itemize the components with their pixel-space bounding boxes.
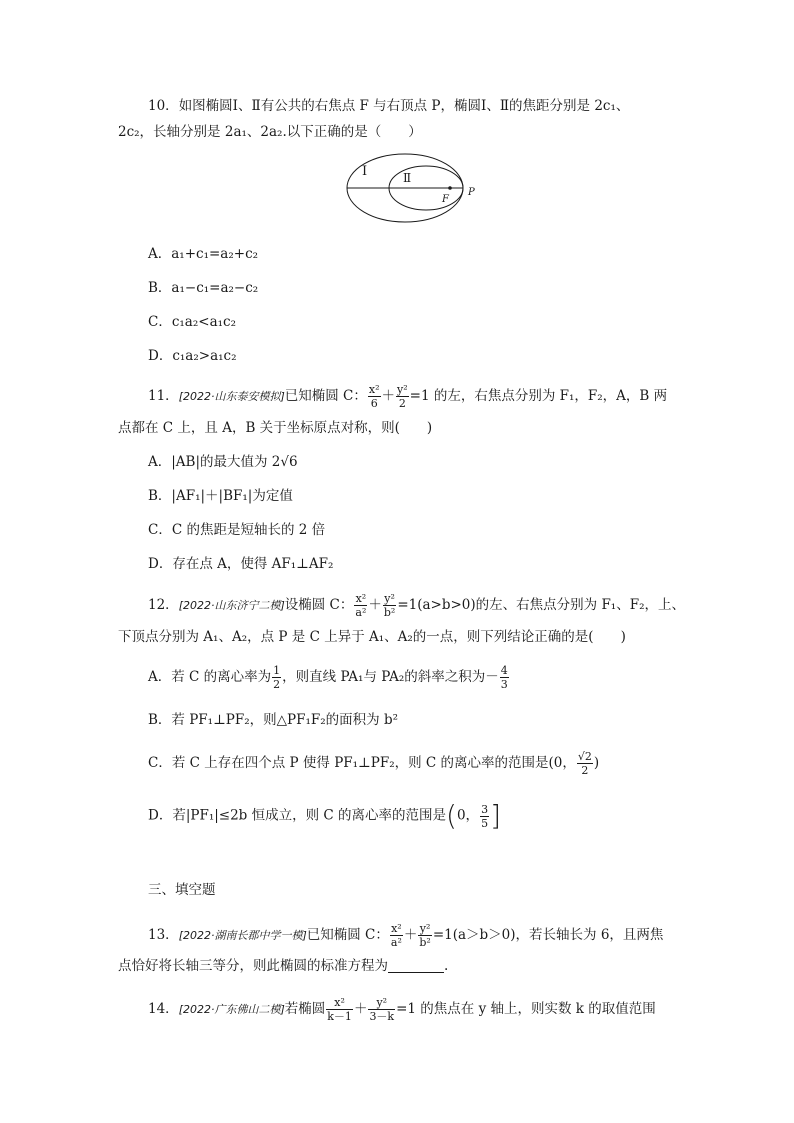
- q14-frac-x: $\frac{\text{x²}}{k-1}$: [327, 996, 352, 1023]
- q12-number: 12．: [148, 597, 179, 613]
- section-title-fill-blank: 三、填空题: [148, 882, 216, 898]
- q11-source: [2022·山东泰安模拟]: [178, 390, 285, 403]
- q11-line1: 11．[2022·山东泰安模拟]已知椭圆 C： $\frac{\text{x²}}{6}$ ＋ $\frac{\text{y²}}{2}$ =1 的左，右焦点分别为 F₁，F₂，A，B 两: [148, 383, 668, 410]
- q12-stem-b: =1(a>b>0)的左、右焦点分别为 F₁、F₂，上、: [397, 597, 685, 613]
- q11-frac-x: $\frac{\text{x²}}{6}$: [368, 383, 380, 410]
- q12-optA-frac: $\frac{1}{2}$: [273, 664, 281, 691]
- q10-option-a: A．a₁+c₁=a₂+c₂: [148, 246, 259, 262]
- q10-line1: [148, 98, 629, 114]
- q10-option-c: C．c₁a₂<a₁c₂: [148, 314, 237, 330]
- q13-frac-x: $\frac{\text{x²}}{\text{a²}}$: [390, 922, 402, 949]
- q13-stem-b: =1(a＞b＞0)，若长轴长为 6，且两焦: [432, 927, 664, 943]
- q12-source: [2022·山东济宁二模]: [178, 599, 285, 612]
- q11-option-d: D．存在点 A，使得 AF₁⊥AF₂: [148, 556, 334, 572]
- q12-option-d: D．若|PF₁|≤2b 恒成立，则 C 的离心率的范围是(0， $\frac{3}{5}$ ]: [148, 799, 501, 832]
- label-vertex-P: P: [468, 187, 475, 198]
- q12-frac-y: $\frac{\text{y²}}{\text{b²}}$: [383, 592, 396, 619]
- q11-stem-a: 已知椭圆 C：: [284, 388, 367, 404]
- q12-option-b: B．若 PF₁⊥PF₂，则△PF₁F₂的面积为 b²: [148, 712, 399, 728]
- label-ellipse-2: Ⅱ: [403, 171, 412, 185]
- q12-optD-left-paren: (: [446, 799, 457, 832]
- q13-frac-y: $\frac{\text{y²}}{\text{b²}}$: [419, 922, 431, 949]
- q13-line2: 点恰好将长轴三等分，则此椭圆的标准方程为 .: [118, 958, 449, 974]
- q11-line2: 点都在 C 上，且 A，B 关于坐标原点对称，则( ): [118, 420, 433, 436]
- label-ellipse-1: Ⅰ: [362, 164, 368, 179]
- q12-stem-a: 设椭圆 C：: [284, 597, 354, 613]
- q12-option-a: A．若 C 的离心率为 $\frac{1}{2}$ ，则直线 PA₁与 PA₂的斜率之积为－ $\frac{4}{3}$: [148, 664, 508, 691]
- q10-line2: 2c₂，长轴分别是 2a₁、2a₂.以下正确的是（ ）: [118, 124, 422, 140]
- q11-stem-b: =1 的左，右焦点分别为 F₁，F₂，A，B 两: [409, 388, 668, 404]
- q10-stem: 如图椭圆Ⅰ、Ⅱ有公共的右焦点 F 与右顶点 P，椭圆Ⅰ、Ⅱ的焦距分别是 2c₁、: [178, 98, 630, 114]
- q14-number: 14．: [148, 1001, 179, 1017]
- q11-number: 11．: [148, 388, 179, 404]
- q12-frac-x: $\frac{\text{x²}}{\text{a²}}$: [355, 592, 367, 619]
- q12-optD-frac: $\frac{3}{5}$: [481, 802, 489, 830]
- q14-source: [2022·广东佛山二模]: [178, 1003, 285, 1016]
- q13-source: [2022·湖南长郡中学一模]: [178, 929, 307, 942]
- ellipse-figure: [340, 150, 480, 234]
- q10-number: 10．: [148, 98, 179, 114]
- q13-number: 13．: [148, 927, 179, 943]
- q12-optC-frac: $\frac{√2}{2}$: [577, 750, 592, 777]
- q14-frac-y: $\frac{\text{y²}}{3-k}$: [369, 996, 395, 1023]
- q11-frac-y: $\frac{\text{y²}}{2}$: [397, 383, 408, 410]
- q12-line1: 12．[2022·山东济宁二模]设椭圆 C： $\frac{\text{x²}}{\text{a²}}$ ＋ $\frac{\text{y²}}{\text{b²}}$ =1(a>b>0)的左、右焦点分别为 F₁、F₂，上、: [148, 592, 685, 619]
- q10-option-d: D．c₁a₂>a₁c₂: [148, 348, 237, 364]
- q11-option-a: A．|AB|的最大值为 2√6: [148, 454, 298, 470]
- q12-option-c: C．若 C 上存在四个点 P 使得 PF₁⊥PF₂，则 C 的离心率的范围是(0， $\frac{√2}{2}$ ): [148, 750, 600, 777]
- q12-optD-right-bracket: ]: [490, 799, 501, 832]
- q11-option-c: C．C 的焦距是短轴长的 2 倍: [148, 522, 326, 538]
- label-focus-F: F: [442, 194, 449, 205]
- q12-line2: 下顶点分别为 A₁、A₂，点 P 是 C 上异于 A₁、A₂的一点，则下列结论正确的是( ): [118, 629, 626, 645]
- q14-stem-a: 若椭圆: [284, 1001, 326, 1017]
- q13-stem-a: 已知椭圆 C：: [306, 927, 389, 943]
- q13-answer-blank[interactable]: [388, 959, 444, 974]
- q14-line1: 14．[2022·广东佛山二模]若椭圆 $\frac{\text{x²}}{k-1}$ ＋ $\frac{\text{y²}}{3-k}$ =1 的焦点在 y 轴上，则实数 k 的取值范围: [148, 996, 656, 1023]
- q12-optA-frac2: $\frac{4}{3}$: [500, 664, 508, 691]
- q13-line1: 13．[2022·湖南长郡中学一模]已知椭圆 C： $\frac{\text{x²}}{\text{a²}}$ ＋ $\frac{\text{y²}}{\text{b²}}$ =1(a＞b＞0)，若长轴长为 6，且两焦: [148, 922, 664, 949]
- q10-option-b: B．a₁−c₁=a₂−c₂: [148, 280, 259, 296]
- q11-option-b: B．|AF₁|＋|BF₁|为定值: [148, 488, 293, 504]
- q14-stem-b: =1 的焦点在 y 轴上，则实数 k 的取值范围: [396, 1001, 656, 1017]
